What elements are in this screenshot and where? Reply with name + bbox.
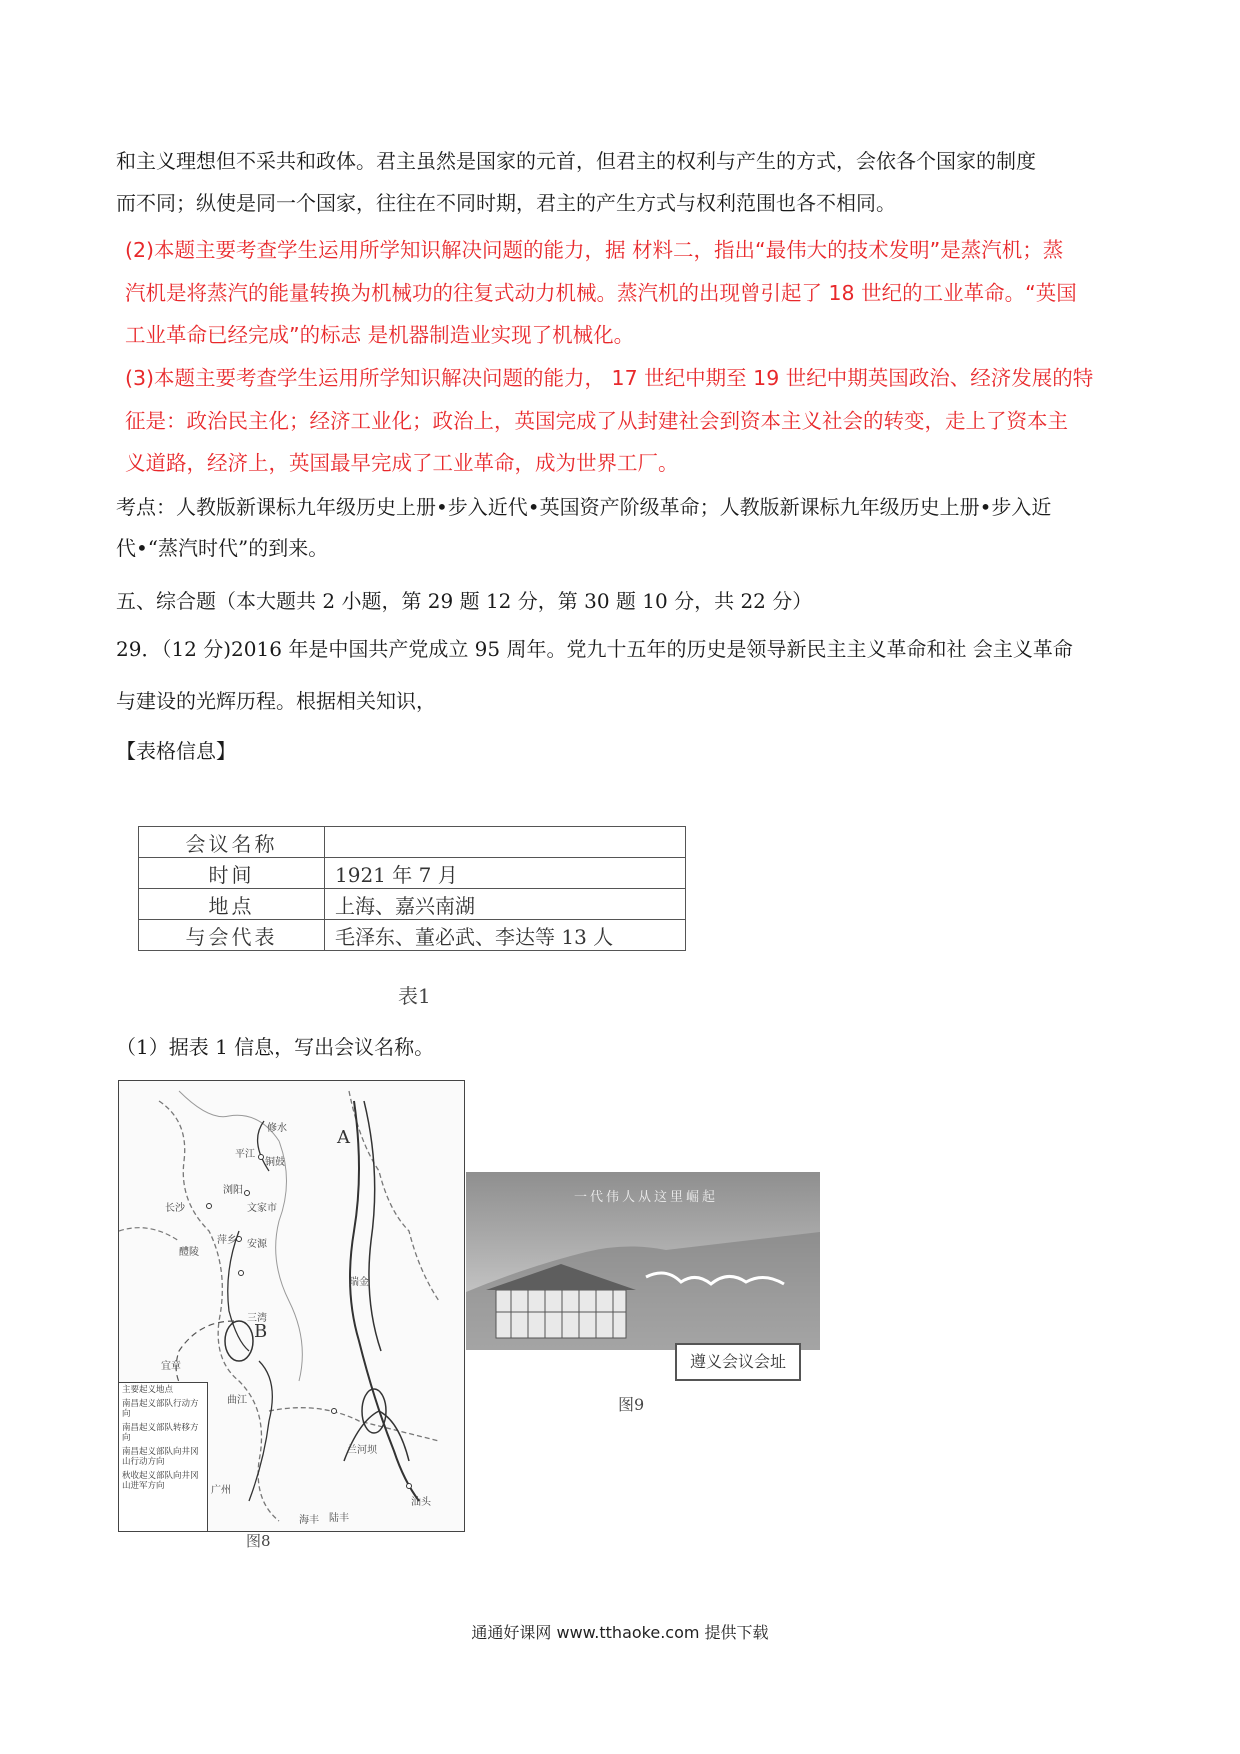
answer-line: (2)本题主要考查学生运用所学知识解决问题的能力，据 材料二，指出“最伟大的技术发明”是蒸汽机；蒸 bbox=[125, 238, 1064, 262]
map-place: 曲江 bbox=[227, 1395, 247, 1406]
answer-line: 汽机是将蒸汽的能量转换为机械功的往复式动力机械。蒸汽机的出现曾引起了 18 世纪的工业革命。“英国 bbox=[125, 281, 1077, 305]
map-place: 平江 bbox=[235, 1149, 255, 1160]
photo-banner: 一代伟人从这里崛起 bbox=[573, 1190, 718, 1205]
map-place: 瑞金 bbox=[349, 1277, 369, 1288]
map-caption: 图8 bbox=[246, 1532, 271, 1550]
answer-line: (3)本题主要考查学生运用所学知识解决问题的能力， 17 世纪中期至 19 世纪中期英国政治、经济发展的特 bbox=[125, 366, 1094, 390]
photo-caption: 图9 bbox=[618, 1395, 645, 1414]
answer-line: 义道路，经济上，英国最早完成了工业革命，成为世界工厂。 bbox=[125, 451, 679, 475]
sub-question: （1）据表 1 信息，写出会议名称。 bbox=[116, 1035, 435, 1059]
building-drawing bbox=[466, 1172, 820, 1350]
table-key: 会议名称 bbox=[139, 827, 325, 858]
map-place: 陆丰 bbox=[329, 1513, 349, 1524]
uprising-route-map bbox=[118, 1080, 465, 1532]
map-place: 广州 bbox=[211, 1485, 231, 1496]
map-place: 兰河坝 bbox=[347, 1445, 377, 1456]
map-place: 安源 bbox=[247, 1239, 267, 1250]
key-point-line: 考点：人教版新课标九年级历史上册•步入近代•英国资产阶级革命；人教版新课标九年级历史上册•步入近 bbox=[116, 495, 1052, 519]
map-place: 铜鼓 bbox=[265, 1157, 285, 1168]
table-value: 上海、嘉兴南湖 bbox=[325, 889, 686, 920]
map-place: 浏阳 bbox=[223, 1185, 243, 1196]
answer-line: 征是：政治民主化；经济工业化；政治上，英国完成了从封建社会到资本主义社会的转变，走上了资本主 bbox=[125, 409, 1068, 433]
table-value bbox=[325, 827, 686, 858]
zunyi-photo bbox=[466, 1172, 820, 1350]
answer-line: 工业革命已经完成”的标志 是机器制造业实现了机械化。 bbox=[125, 323, 635, 347]
section-heading: 五、综合题（本大题共 2 小题，第 29 题 12 分，第 30 题 10 分，共 22 分） bbox=[116, 589, 813, 613]
photo-callout: 遵义会议会址 bbox=[675, 1343, 801, 1381]
paragraph-line: 而不同；纵使是同一个国家，往往在不同时期，君主的产生方式与权利范围也各不相同。 bbox=[116, 191, 896, 215]
map-place: 醴陵 bbox=[179, 1247, 199, 1258]
table-key: 地点 bbox=[139, 889, 325, 920]
table-key: 与会代表 bbox=[139, 920, 325, 951]
table-row bbox=[139, 889, 686, 920]
question-line: 与建设的光辉历程。根据相关知识， bbox=[116, 689, 436, 713]
legend-item: 南昌起义部队转移方向 bbox=[122, 1423, 199, 1443]
map-label-b: B bbox=[254, 1321, 268, 1342]
key-point-line: 代•“蒸汽时代”的到来。 bbox=[116, 536, 329, 560]
map-place: 宜章 bbox=[161, 1361, 181, 1372]
map-place: 修水 bbox=[267, 1123, 287, 1134]
map-place: 萍乡 bbox=[217, 1235, 237, 1246]
table-row bbox=[139, 920, 686, 951]
table-caption: 表1 bbox=[398, 984, 431, 1008]
table-info-tag: 【表格信息】 bbox=[116, 739, 236, 763]
map-place: 海丰 bbox=[299, 1515, 319, 1526]
legend-item: 南昌起义部队行动方向 bbox=[122, 1399, 199, 1419]
table-value: 毛泽东、董必武、李达等 13 人 bbox=[325, 920, 686, 951]
legend-item: 秋收起义部队向井冈山进军方向 bbox=[122, 1471, 199, 1491]
meeting-table bbox=[138, 826, 686, 951]
legend-item: 南昌起义部队向井冈山行动方向 bbox=[122, 1447, 199, 1467]
map-place: 长沙 bbox=[165, 1203, 185, 1214]
map-place: 三湾 bbox=[247, 1313, 267, 1324]
table-key: 时间 bbox=[139, 858, 325, 889]
paragraph-line: 和主义理想但不采共和政体。君主虽然是国家的元首，但君主的权利与产生的方式，会依各个国家的制度 bbox=[116, 149, 1036, 173]
legend-item: 主要起义地点 bbox=[122, 1385, 174, 1395]
table-value: 1921 年 7 月 bbox=[325, 858, 686, 889]
map-label-a: A bbox=[337, 1127, 350, 1148]
map-place: 汕头 bbox=[411, 1497, 431, 1508]
table-row bbox=[139, 827, 686, 858]
map-place: 文家市 bbox=[247, 1203, 277, 1214]
page-footer: 通通好课网 www.tthaoke.com 提供下载 bbox=[471, 1623, 769, 1642]
question-line: 29．（12 分)2016 年是中国共产党成立 95 周年。党九十五年的历史是领导新民主主义革命和社 会主义革命 bbox=[116, 637, 1073, 661]
table-row bbox=[139, 858, 686, 889]
map-legend bbox=[119, 1382, 208, 1531]
